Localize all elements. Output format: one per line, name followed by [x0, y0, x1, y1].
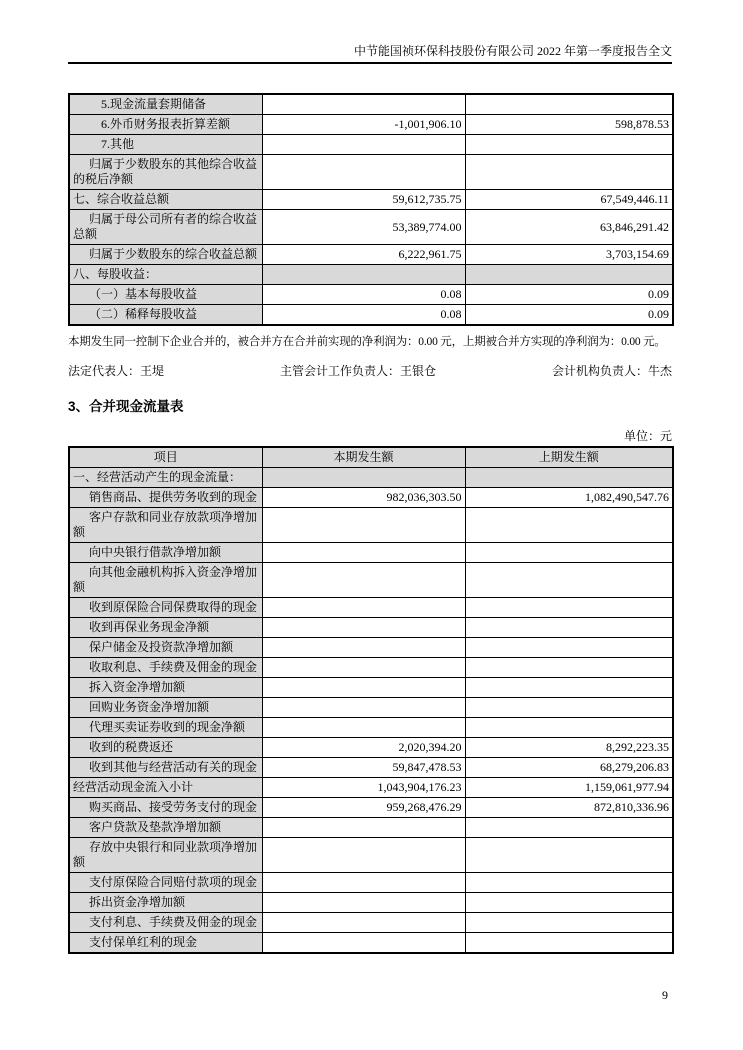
table-row [69, 778, 673, 798]
table-row [69, 598, 673, 618]
row-label-cell: 购买商品、接受劳务支付的现金 [69, 798, 262, 818]
prior-period-amount-cell [465, 873, 673, 893]
current-period-amount-cell [262, 618, 465, 638]
current-period-amount-cell: 59,612,735.75 [262, 190, 465, 210]
prior-period-amount-cell [465, 468, 673, 488]
table-row [69, 94, 673, 115]
table-row [69, 758, 673, 778]
table-row [69, 638, 673, 658]
table-row [69, 468, 673, 488]
current-period-amount-cell [262, 598, 465, 618]
prior-period-amount-cell [465, 94, 673, 115]
prior-period-amount-cell [465, 698, 673, 718]
row-label-cell: 回购业务资金净增加额 [69, 698, 262, 718]
row-label-cell: 支付保单红利的现金 [69, 933, 262, 954]
table-row [69, 798, 673, 818]
table-row [69, 210, 673, 245]
row-label-cell: 一、经营活动产生的现金流量： [69, 468, 262, 488]
current-period-amount-cell: 2,020,394.20 [262, 738, 465, 758]
current-period-amount-cell [262, 873, 465, 893]
prior-period-amount-cell: 1,159,061,977.94 [465, 778, 673, 798]
table-row [69, 190, 673, 210]
prior-period-amount-cell [465, 543, 673, 563]
row-label-cell: 向中央银行借款净增加额 [69, 543, 262, 563]
page-header [68, 0, 672, 64]
table-row [69, 913, 673, 933]
row-label-cell: 收到的税费返还 [69, 738, 262, 758]
prior-period-amount-cell [465, 598, 673, 618]
row-label-cell: 5.现金流量套期储备 [69, 94, 262, 115]
current-period-amount-cell [262, 135, 465, 155]
table-row [69, 285, 673, 305]
current-period-amount-cell [262, 563, 465, 598]
row-label-cell: 收到原保险合同保费取得的现金 [69, 598, 262, 618]
cashflow-statement-table [68, 446, 674, 954]
current-period-amount-cell: 0.08 [262, 305, 465, 326]
prior-period-amount-cell: 872,810,336.96 [465, 798, 673, 818]
table-row [69, 933, 673, 954]
prior-period-amount-cell: 1,082,490,547.76 [465, 488, 673, 508]
current-period-amount-cell [262, 265, 465, 285]
page-content [68, 0, 672, 954]
current-period-amount-cell [262, 508, 465, 543]
signature-line [68, 364, 672, 379]
current-period-amount-cell: 959,268,476.29 [262, 798, 465, 818]
current-period-amount-cell [262, 718, 465, 738]
prior-period-amount-cell: 68,279,206.83 [465, 758, 673, 778]
current-period-amount-cell: 53,389,774.00 [262, 210, 465, 245]
row-label-cell: 销售商品、提供劳务收到的现金 [69, 488, 262, 508]
column-header-prior-period: 上期发生额 [465, 447, 673, 468]
current-period-amount-cell: 6,222,961.75 [262, 245, 465, 265]
current-period-amount-cell [262, 155, 465, 190]
table-row [69, 658, 673, 678]
row-label-cell: 存放中央银行和同业款项净增加额 [69, 838, 262, 873]
table-row [69, 738, 673, 758]
row-label-cell: 归属于母公司所有者的综合收益总额 [69, 210, 262, 245]
signature-legal-representative: 法定代表人：王堤 [68, 364, 165, 378]
column-header-current-period: 本期发生额 [262, 447, 465, 468]
row-label-cell: 收取利息、手续费及佣金的现金 [69, 658, 262, 678]
row-label-cell: 7.其他 [69, 135, 262, 155]
prior-period-amount-cell: 67,549,446.11 [465, 190, 673, 210]
prior-period-amount-cell [465, 155, 673, 190]
table-row [69, 508, 673, 543]
table-row [69, 563, 673, 598]
prior-period-amount-cell [465, 718, 673, 738]
row-label-cell: 客户存款和同业存放款项净增加额 [69, 508, 262, 543]
table-row [69, 115, 673, 135]
current-period-amount-cell: -1,001,906.10 [262, 115, 465, 135]
row-label-cell: 收到其他与经营活动有关的现金 [69, 758, 262, 778]
prior-period-amount-cell: 8,292,223.35 [465, 738, 673, 758]
current-period-amount-cell [262, 818, 465, 838]
current-period-amount-cell [262, 678, 465, 698]
table-row [69, 245, 673, 265]
current-period-amount-cell [262, 658, 465, 678]
current-period-amount-cell [262, 838, 465, 873]
table-row [69, 543, 673, 563]
table-row [69, 135, 673, 155]
table-row [69, 698, 673, 718]
prior-period-amount-cell: 63,846,291.42 [465, 210, 673, 245]
table-row [69, 873, 673, 893]
prior-period-amount-cell [465, 818, 673, 838]
row-label-cell: 代理买卖证券收到的现金净额 [69, 718, 262, 738]
table-header-row [69, 447, 673, 468]
column-header-item: 项目 [69, 447, 262, 468]
current-period-amount-cell [262, 543, 465, 563]
table-row [69, 893, 673, 913]
row-label-cell: 客户贷款及垫款净增加额 [69, 818, 262, 838]
row-label-cell: 向其他金融机构拆入资金净增加额 [69, 563, 262, 598]
signature-chief-accountant: 主管会计工作负责人：王银仓 [279, 364, 436, 378]
table-row [69, 678, 673, 698]
prior-period-amount-cell [465, 618, 673, 638]
income-statement-table [68, 93, 674, 326]
row-label-cell: 支付原保险合同赔付款项的现金 [69, 873, 262, 893]
prior-period-amount-cell: 598,878.53 [465, 115, 673, 135]
row-label-cell: 保户储金及投资款净增加额 [69, 638, 262, 658]
page-number: 9 [662, 988, 668, 1002]
table-row [69, 265, 673, 285]
merger-note: 本期发生同一控制下企业合并的，被合并方在合并前实现的净利润为：0.00 元，上期被合并方实现的净利润为：0.00 元。 [68, 336, 666, 348]
unit-label: 单位：元 [623, 429, 672, 443]
row-label-cell: 归属于少数股东的其他综合收益的税后净额 [69, 155, 262, 190]
prior-period-amount-cell [465, 508, 673, 543]
current-period-amount-cell: 59,847,478.53 [262, 758, 465, 778]
prior-period-amount-cell: 0.09 [465, 305, 673, 326]
table-row [69, 718, 673, 738]
report-header-title: 中节能国祯环保科技股份有限公司 2022 年第一季度报告全文 [353, 44, 672, 58]
current-period-amount-cell [262, 698, 465, 718]
current-period-amount-cell [262, 638, 465, 658]
current-period-amount-cell [262, 893, 465, 913]
cashflow-section-title: 3、合并现金流量表 [68, 399, 184, 414]
prior-period-amount-cell: 3,703,154.69 [465, 245, 673, 265]
prior-period-amount-cell [465, 658, 673, 678]
row-label-cell: 支付利息、手续费及佣金的现金 [69, 913, 262, 933]
row-label-cell: 6.外币财务报表折算差额 [69, 115, 262, 135]
row-label-cell: 归属于少数股东的综合收益总额 [69, 245, 262, 265]
table-row [69, 488, 673, 508]
current-period-amount-cell: 0.08 [262, 285, 465, 305]
prior-period-amount-cell [465, 933, 673, 954]
row-label-cell: 拆出资金净增加额 [69, 893, 262, 913]
current-period-amount-cell [262, 468, 465, 488]
table-row [69, 818, 673, 838]
row-label-cell: 拆入资金净增加额 [69, 678, 262, 698]
row-label-cell: 八、每股收益： [69, 265, 262, 285]
row-label-cell: 七、综合收益总额 [69, 190, 262, 210]
prior-period-amount-cell [465, 265, 673, 285]
table-row [69, 618, 673, 638]
current-period-amount-cell: 1,043,904,176.23 [262, 778, 465, 798]
table-row [69, 155, 673, 190]
row-label-cell: 经营活动现金流入小计 [69, 778, 262, 798]
current-period-amount-cell: 982,036,303.50 [262, 488, 465, 508]
prior-period-amount-cell [465, 893, 673, 913]
prior-period-amount-cell [465, 135, 673, 155]
row-label-cell: （二）稀释每股收益 [69, 305, 262, 326]
table-row [69, 305, 673, 326]
signature-accounting-head: 会计机构负责人：牛杰 [551, 364, 672, 378]
prior-period-amount-cell: 0.09 [465, 285, 673, 305]
prior-period-amount-cell [465, 638, 673, 658]
prior-period-amount-cell [465, 678, 673, 698]
table-row [69, 838, 673, 873]
row-label-cell: （一）基本每股收益 [69, 285, 262, 305]
current-period-amount-cell [262, 933, 465, 954]
prior-period-amount-cell [465, 563, 673, 598]
prior-period-amount-cell [465, 838, 673, 873]
current-period-amount-cell [262, 913, 465, 933]
prior-period-amount-cell [465, 913, 673, 933]
current-period-amount-cell [262, 94, 465, 115]
row-label-cell: 收到再保业务现金净额 [69, 618, 262, 638]
